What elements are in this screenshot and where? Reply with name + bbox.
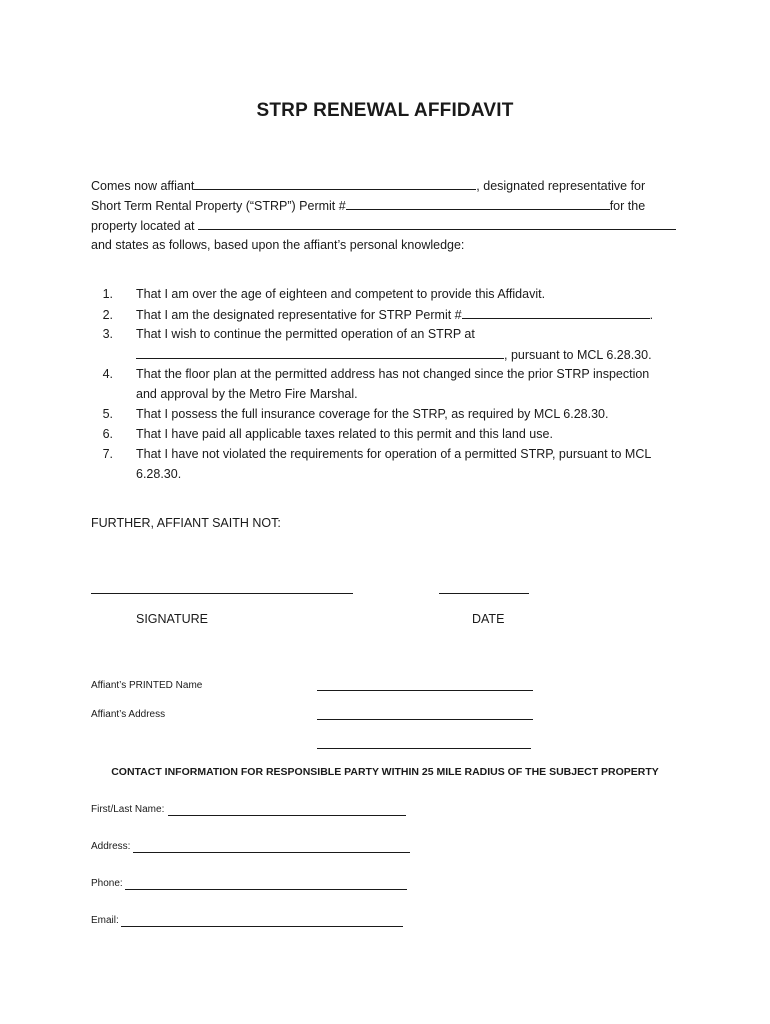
list-item-continuation: and approval by the Metro Fire Marshal.	[136, 387, 358, 401]
strp-address-blank[interactable]	[136, 344, 504, 359]
signature-line[interactable]	[91, 593, 353, 594]
document-title: STRP RENEWAL AFFIDAVIT	[256, 100, 514, 121]
intro-text: , designated representative for	[476, 179, 646, 193]
date-line[interactable]	[439, 593, 529, 594]
intro-text: property located at	[91, 219, 195, 233]
property-address-blank[interactable]	[198, 215, 676, 230]
affiant-address-label: Affiant’s Address	[91, 709, 166, 720]
item-text: That I am the designated representative for STRP Permit #	[136, 308, 462, 322]
affiant-address-line-1[interactable]	[317, 719, 533, 720]
further-statement: FURTHER, AFFIANT SAITH NOT:	[91, 516, 281, 530]
item-number: 2.	[102, 308, 113, 322]
item-text: That I wish to continue the permitted operation of an STRP at	[136, 327, 475, 341]
item-text: , pursuant to MCL 6.28.30.	[504, 348, 652, 362]
item-text: .	[649, 308, 654, 322]
item-text: That I am over the age of eighteen and competent to provide this Affidavit.	[136, 287, 546, 301]
item-text: That I have not violated the requirements for operation of a permitted STRP, pursuant to MCL	[136, 447, 652, 461]
contact-address-line[interactable]	[133, 852, 410, 853]
contact-address-row	[91, 841, 130, 852]
contact-phone-row	[91, 878, 123, 889]
affiant-address-line-2[interactable]	[317, 748, 531, 749]
list-item	[91, 424, 553, 444]
permit-number-blank[interactable]	[346, 195, 610, 210]
date-label: DATE	[472, 612, 505, 626]
printed-name-label: Affiant’s PRINTED Name	[91, 680, 203, 691]
item-number: 3.	[102, 327, 113, 341]
permit-number-blank-2[interactable]	[462, 304, 650, 319]
item-number: 6.	[102, 427, 113, 441]
contact-heading: CONTACT INFORMATION FOR RESPONSIBLE PARTY WITHIN 25 MILE RADIUS OF THE SUBJECT PROPERTY	[111, 766, 659, 778]
contact-phone-line[interactable]	[125, 889, 407, 890]
contact-email-line[interactable]	[121, 926, 403, 927]
intro-text: Short Term Rental Property (“STRP”) Permit #	[91, 199, 346, 213]
item-number: 4.	[102, 367, 113, 381]
intro-text: for the	[609, 199, 646, 213]
intro-line-4: and states as follows, based upon the affiant’s personal knowledge:	[91, 238, 465, 252]
affiant-name-blank[interactable]	[194, 175, 476, 190]
list-item	[91, 364, 649, 384]
contact-address-label: Address:	[91, 841, 131, 852]
contact-email-row	[91, 915, 119, 926]
list-item	[91, 324, 475, 344]
item-number: 7.	[102, 447, 113, 461]
contact-email-label: Email:	[91, 915, 119, 926]
intro-text: Comes now affiant	[91, 179, 195, 193]
contact-name-row	[91, 804, 164, 815]
intro-line-3	[91, 215, 676, 236]
contact-name-line[interactable]	[168, 815, 406, 816]
list-item	[91, 404, 608, 424]
item-number: 5.	[102, 407, 113, 421]
item-number: 1.	[102, 287, 113, 301]
item-text: That I have paid all applicable taxes related to this permit and this land use.	[136, 427, 553, 441]
signature-label: SIGNATURE	[136, 612, 208, 626]
intro-line-1	[91, 175, 645, 196]
list-item-continuation	[136, 344, 652, 365]
item-text: That I possess the full insurance coverage for the STRP, as required by MCL 6.28.30.	[136, 407, 609, 421]
contact-name-label: First/Last Name:	[91, 804, 165, 815]
printed-name-line[interactable]	[317, 690, 533, 691]
contact-phone-label: Phone:	[91, 878, 123, 889]
list-item-continuation: 6.28.30.	[136, 467, 182, 481]
item-text: That the floor plan at the permitted address has not changed since the prior STRP inspection	[136, 367, 650, 381]
intro-line-2	[91, 195, 645, 216]
list-item	[91, 304, 653, 325]
list-item	[91, 444, 651, 464]
list-item	[91, 284, 545, 304]
